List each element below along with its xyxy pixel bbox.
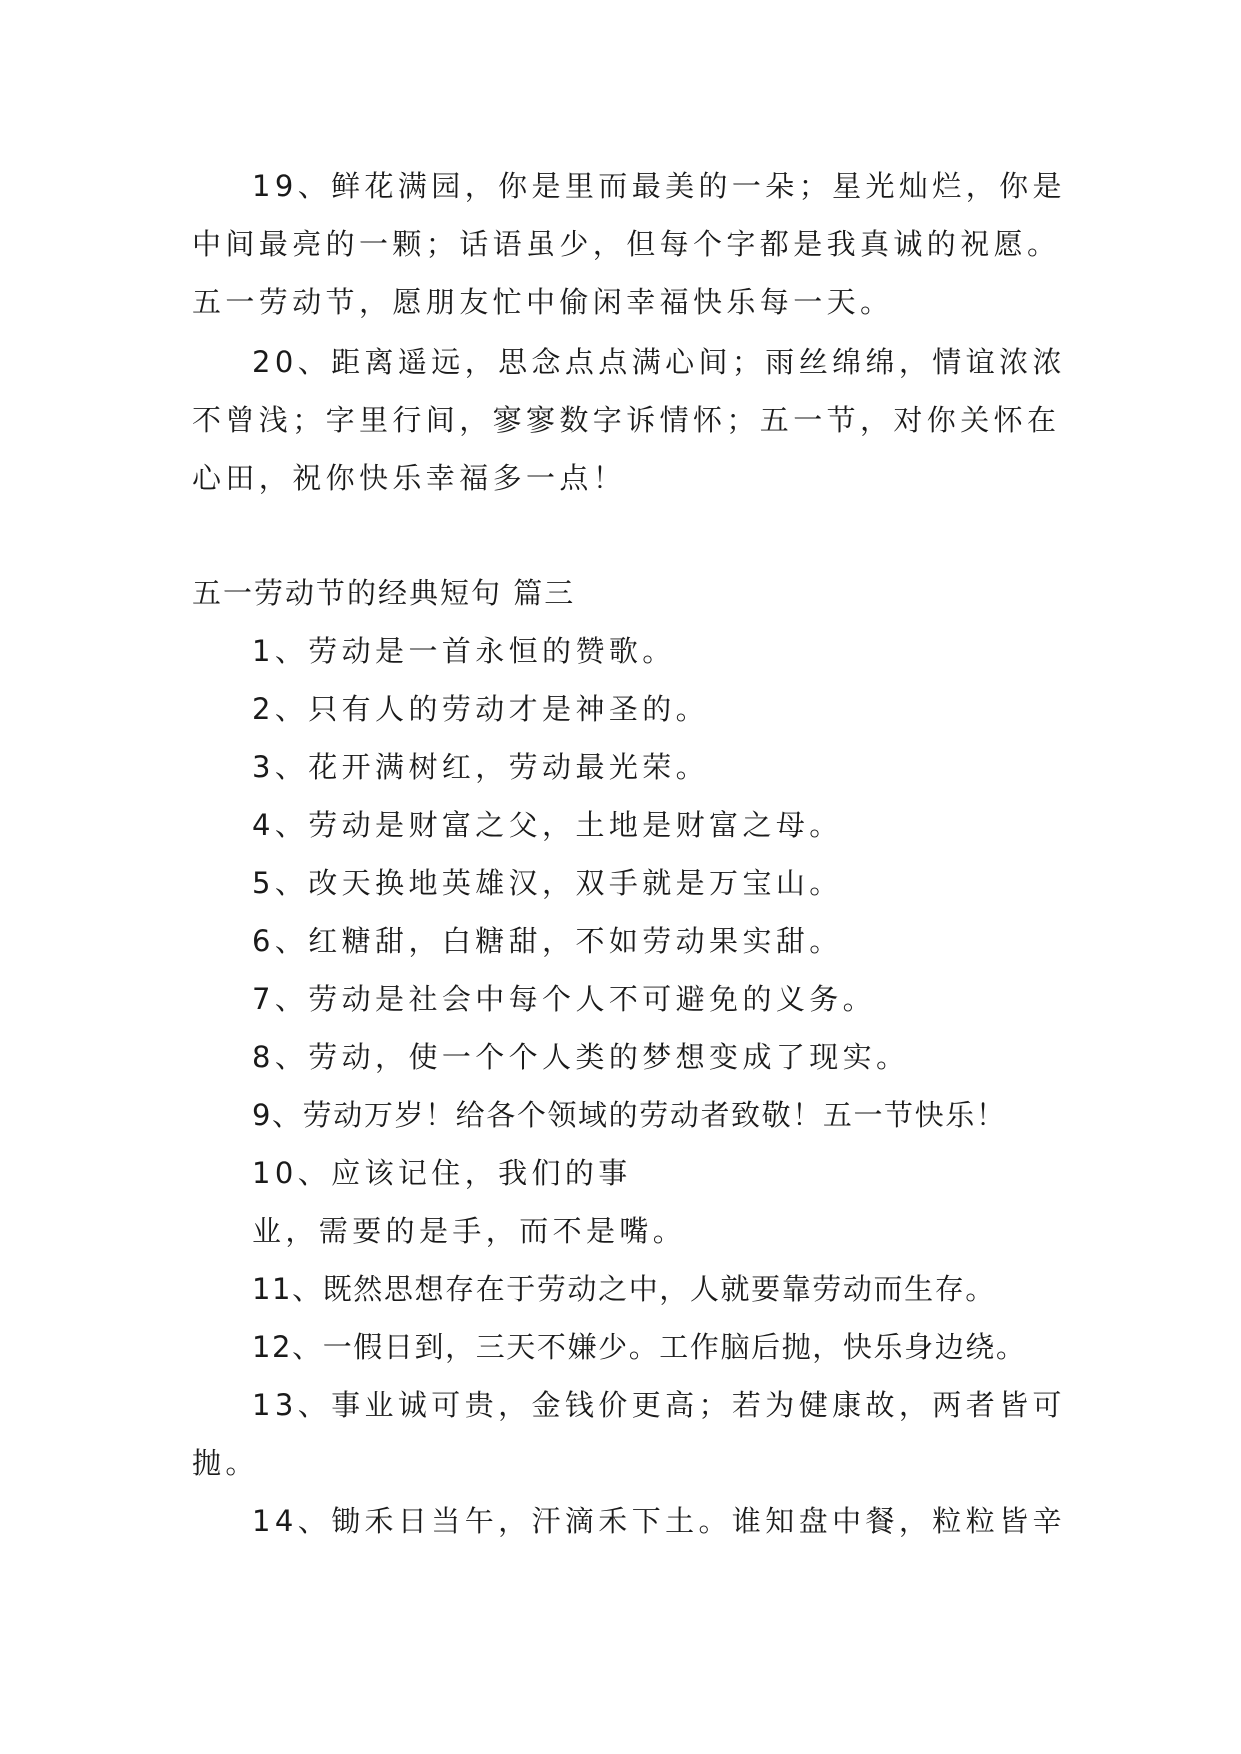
list-item: 9、劳动万岁！给各个领域的劳动者致敬！五一节快乐！ (252, 1098, 1007, 1132)
paragraph-13-line-2: 抛。 (192, 1446, 259, 1480)
list-item: 11、既然思想存在于劳动之中，人就要靠劳动而生存。 (252, 1272, 996, 1306)
list-item: 7、劳动是社会中每个人不可避免的义务。 (252, 982, 877, 1016)
list-item: 10、应该记住，我们的事 (252, 1156, 632, 1190)
list-item: 1、劳动是一首永恒的赞歌。 (252, 634, 676, 668)
list-item: 5、改天换地英雄汉，双手就是万宝山。 (252, 866, 843, 900)
list-item: 4、劳动是财富之父，土地是财富之母。 (252, 808, 843, 842)
paragraph-19-line-3: 五一劳动节，愿朋友忙中偷闲幸福快乐每一天。 (192, 285, 894, 319)
list-item: 2、只有人的劳动才是神圣的。 (252, 692, 710, 726)
paragraph-13-line-1: 13、事业诚可贵，金钱价更高；若为健康故，两者皆可 (252, 1388, 1066, 1422)
section-heading: 五一劳动节的经典短句 篇三 (192, 576, 576, 610)
paragraph-14-line-1: 14、锄禾日当午，汗滴禾下土。谁知盘中餐，粒粒皆辛 (252, 1504, 1066, 1538)
paragraph-20-line-3: 心田，祝你快乐幸福多一点！ (192, 461, 627, 495)
item-list (192, 622, 1072, 1376)
section-heading-block (192, 564, 1072, 622)
list-item: 业，需要的是手，而不是嘴。 (252, 1214, 687, 1248)
paragraph-20-line-1: 20、距离遥远，思念点点满心间；雨丝绵绵，情谊浓浓 (252, 345, 1066, 379)
paragraph-13 (192, 1376, 1072, 1492)
paragraph-20 (192, 333, 1072, 507)
list-item: 12、一假日到，三天不嫌少。工作脑后抛，快乐身边绕。 (252, 1330, 1027, 1364)
paragraph-19-line-1: 19、鲜花满园，你是里而最美的一朵；星光灿烂，你是 (252, 169, 1066, 203)
list-item: 3、花开满树红，劳动最光荣。 (252, 750, 710, 784)
paragraph-14 (192, 1492, 1072, 1550)
list-item: 6、红糖甜，白糖甜，不如劳动果实甜。 (252, 924, 843, 958)
paragraph-19-line-2: 中间最亮的一颗；话语虽少，但每个字都是我真诚的祝愿。 (192, 227, 1061, 261)
list-item: 8、劳动，使一个个人类的梦想变成了现实。 (252, 1040, 910, 1074)
paragraph-19 (192, 157, 1072, 331)
paragraph-20-line-2: 不曾浅；字里行间，寥寥数字诉情怀；五一节，对你关怀在 (192, 403, 1061, 437)
